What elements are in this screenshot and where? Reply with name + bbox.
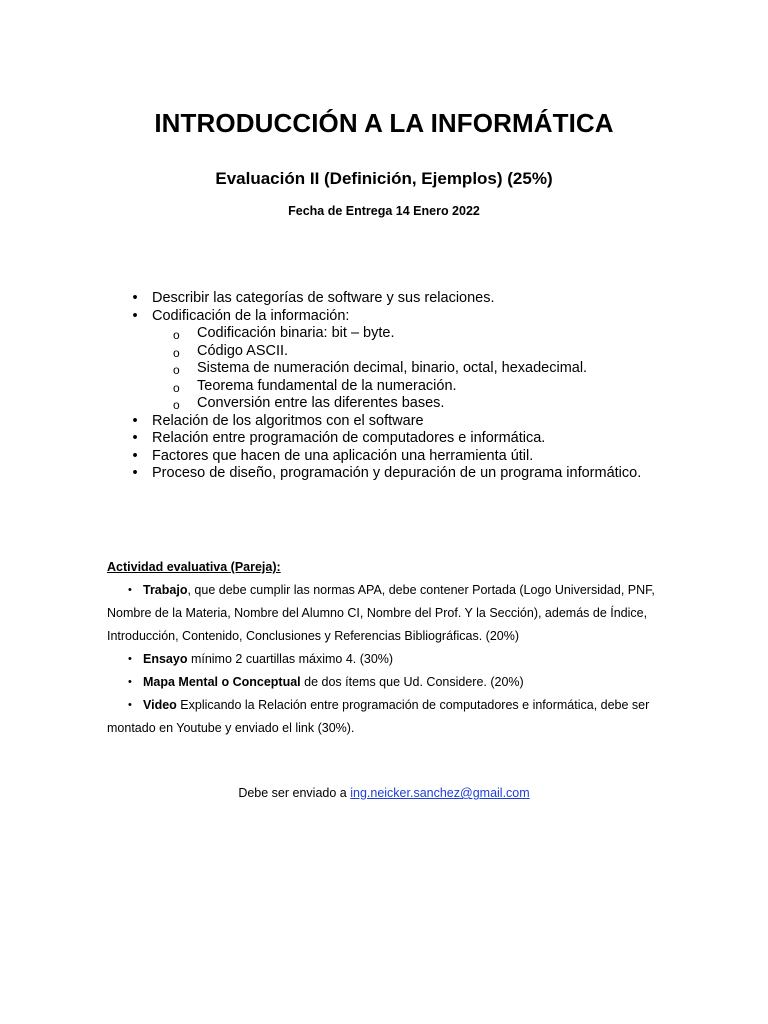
bullet-icon: • xyxy=(128,699,132,711)
email-link[interactable]: ing.neicker.sanchez@gmail.com xyxy=(350,786,530,800)
submission-prefix: Debe ser enviado a xyxy=(238,786,351,800)
list-item xyxy=(0,448,768,466)
activity-item-text xyxy=(143,579,655,602)
topic-text: Relación de los algoritmos con el software xyxy=(152,412,424,429)
activity-item-description: Nombre de la Materia, Nombre del Alumno CI, Nombre del Prof. Y la Sección), además de Índice, xyxy=(107,606,648,620)
activity-item-mapa xyxy=(107,671,687,694)
bullet-icon: • xyxy=(132,290,138,306)
activity-section xyxy=(107,560,687,740)
bullet-icon: • xyxy=(128,584,132,596)
topic-text: Codificación de la información: xyxy=(152,307,350,324)
topic-text: Describir las categorías de software y sus relaciones. xyxy=(152,290,495,306)
due-date: Fecha de Entrega 14 Enero 2022 xyxy=(288,204,480,218)
activity-item-description: Explicando la Relación entre programación de computadores e informática, debe ser xyxy=(176,698,650,712)
list-item xyxy=(0,413,768,431)
circle-bullet-icon: o xyxy=(173,398,180,412)
activity-item-continuation xyxy=(107,717,687,740)
activity-item-label: Video xyxy=(143,698,177,712)
list-item xyxy=(0,465,768,483)
topic-text: Factores que hacen de una aplicación una herramienta útil. xyxy=(152,447,534,464)
submission-line xyxy=(0,786,768,800)
sub-list-item xyxy=(0,360,768,378)
topic-text: Relación entre programación de computadores e informática. xyxy=(152,430,546,446)
activity-item-description: , que debe cumplir las normas APA, debe contener Portada (Logo Universidad, PNF, xyxy=(187,583,655,597)
sub-list-item xyxy=(0,325,768,343)
subtopic-text: Código ASCII. xyxy=(197,342,289,359)
bullet-icon: • xyxy=(132,430,138,446)
activity-item-trabajo xyxy=(107,579,687,602)
bullet-icon: • xyxy=(128,653,132,665)
list-item xyxy=(0,308,768,326)
sub-list-item xyxy=(0,343,768,361)
bullet-icon: • xyxy=(132,447,138,464)
activity-heading: Actividad evaluativa (Pareja): xyxy=(107,560,281,574)
bullet-icon: • xyxy=(132,307,138,324)
list-item xyxy=(0,430,768,448)
topics-list xyxy=(0,290,768,483)
activity-item-label: Trabajo xyxy=(143,583,188,597)
subtopic-text: Conversión entre las diferentes bases. xyxy=(197,395,445,411)
activity-item-label: Mapa Mental o Conceptual xyxy=(143,675,301,689)
activity-item-description: Introducción, Contenido, Conclusiones y Referencias Bibliográficas. (20%) xyxy=(107,629,520,643)
activity-item-ensayo xyxy=(107,648,687,671)
activity-item-text xyxy=(143,648,393,671)
document-subtitle: Evaluación II (Definición, Ejemplos) (25%) xyxy=(215,169,553,188)
document-title: INTRODUCCIÓN A LA INFORMÁTICA xyxy=(154,108,614,138)
topic-text: Proceso de diseño, programación y depuración de un programa informático. xyxy=(152,465,642,481)
activity-item-text xyxy=(143,694,649,717)
circle-bullet-icon: o xyxy=(173,345,180,360)
activity-item-description: montado en Youtube y enviado el link (30%). xyxy=(107,721,355,735)
activity-item-continuation xyxy=(107,625,687,648)
sub-list-item xyxy=(0,378,768,396)
circle-bullet-icon: o xyxy=(173,363,180,377)
bullet-icon: • xyxy=(128,676,132,688)
activity-item-continuation xyxy=(107,602,687,625)
activity-item-text xyxy=(143,671,524,694)
sub-list-item xyxy=(0,395,768,413)
subtopic-text: Codificación binaria: bit – byte. xyxy=(197,325,395,341)
activity-item-description: mínimo 2 cuartillas máximo 4. (30%) xyxy=(187,652,394,666)
activity-item-description: de dos ítems que Ud. Considere. (20%) xyxy=(300,675,524,689)
circle-bullet-icon: o xyxy=(173,380,180,395)
subtopic-text: Sistema de numeración decimal, binario, octal, hexadecimal. xyxy=(197,360,588,376)
bullet-icon: • xyxy=(132,412,138,429)
circle-bullet-icon: o xyxy=(173,328,180,342)
subtopic-text: Teorema fundamental de la numeración. xyxy=(197,377,457,394)
list-item xyxy=(0,290,768,308)
activity-item-label: Ensayo xyxy=(143,652,188,666)
bullet-icon: • xyxy=(132,465,138,481)
activity-item-video xyxy=(107,694,687,717)
